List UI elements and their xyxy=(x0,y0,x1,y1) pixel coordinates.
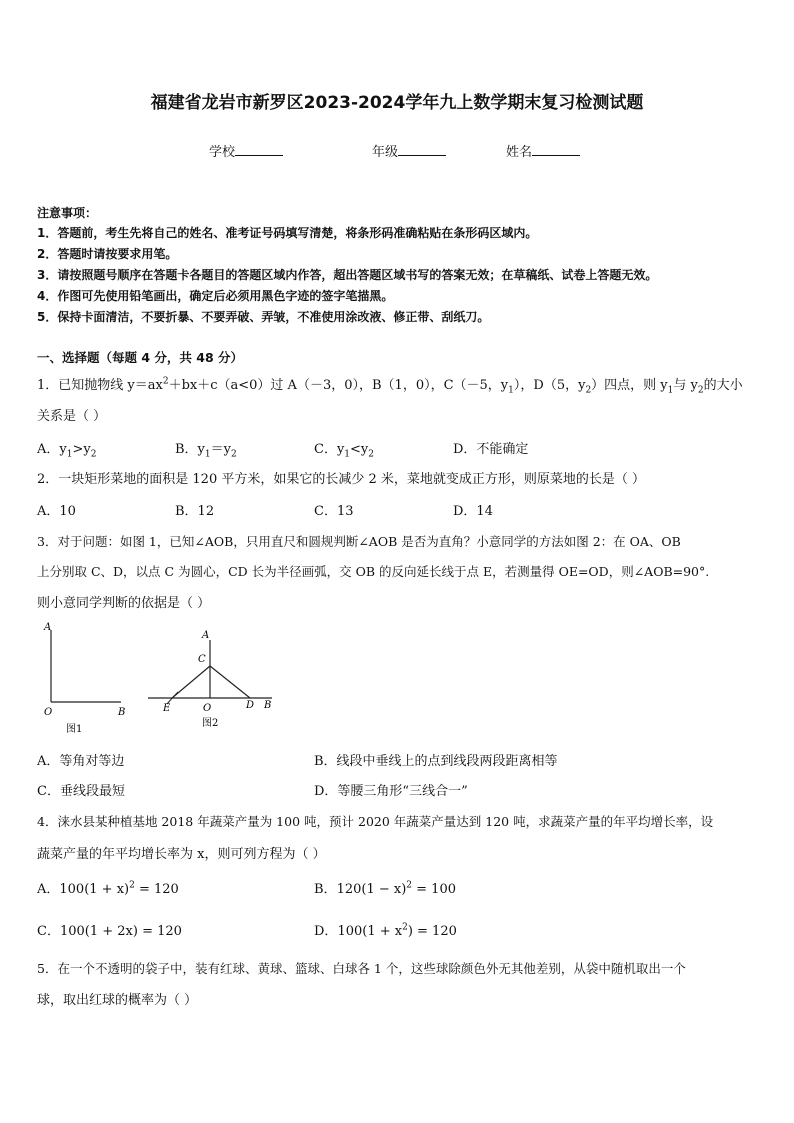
fig2-caption: 图2 xyxy=(202,718,219,729)
school-blank xyxy=(235,143,283,156)
fig2-label-e: E xyxy=(163,703,171,714)
name-label: 姓名 xyxy=(506,145,533,160)
figure-1 xyxy=(43,622,125,735)
section-heading: 一、选择题（每题 4 分，共 48 分） xyxy=(37,350,244,365)
question-4-line-2: 蔬菜产量的年平均增长率为 x，则可列方程为（ ） xyxy=(37,847,326,862)
question-3-line-2: 上分别取 C、D，以点 C 为圆心，CD 长为半径画弧，交 OB 的反向延长线于点 E，若测量得 OE=OD，则∠AOB=90°. xyxy=(37,564,710,579)
note-item: 3．请按照题号顺序在答题卡各题目的答题区域内作答，超出答题区域书写的答案无效；在草稿纸、试卷上答题无效。 xyxy=(37,268,658,282)
q3-option-c[interactable]: C．垂线段最短 xyxy=(37,784,125,799)
q2-option-d[interactable]: D．14 xyxy=(453,504,493,519)
grade-blank xyxy=(398,143,446,156)
q4-option-d[interactable]: D．$100(1 + x^2) = 120$ xyxy=(314,922,457,939)
fig1-caption: 图1 xyxy=(66,724,83,735)
note-item: 2．答题时请按要求用笔。 xyxy=(37,247,178,261)
fig2-segment-cd xyxy=(210,666,250,698)
grade-field xyxy=(372,141,446,160)
q1-option-a[interactable]: A．$y_1>y_2$ xyxy=(37,442,97,460)
notes-heading: 注意事项： xyxy=(37,206,98,220)
fig2-label-c: C xyxy=(198,654,206,665)
q3-option-b[interactable]: B．线段中垂线上的点到线段两段距离相等 xyxy=(314,754,558,769)
question-4-line-1: 4．涞水县某种植基地 2018 年蔬菜产量为 100 吨，预计 2020 年蔬菜产量达到 120 吨，求蔬菜产量的年平均增长率，设 xyxy=(37,814,714,829)
q3-figures xyxy=(36,618,286,738)
q2-option-a[interactable]: A．10 xyxy=(37,504,76,519)
note-item: 4．作图可先使用铅笔画出，确定后必须用黑色字迹的签字笔描黑。 xyxy=(37,289,394,303)
note-item: 5．保持卡面清洁，不要折暴、不要弄破、弄皱，不准使用涂改液、修正带、刮纸刀。 xyxy=(37,310,490,324)
figure-2 xyxy=(148,630,272,729)
grade-label: 年级 xyxy=(372,145,399,160)
question-3-line-1: 3．对于问题：如图 1，已知∠AOB，只用直尺和圆规判断∠AOB 是否为直角？小意同学的方法如图 2：在 OA、OB xyxy=(37,534,681,549)
fig2-label-d: D xyxy=(246,700,255,711)
fig1-label-b: B xyxy=(118,707,126,718)
q3-option-d[interactable]: D．等腰三角形“三线合一” xyxy=(314,784,468,799)
fig2-label-b: B xyxy=(264,700,272,711)
fig1-label-a: A xyxy=(44,622,52,633)
question-5-line-1: 5．在一个不透明的袋子中，装有红球、黄球、篮球、白球各 1 个，这些球除颜色外无其他差别，从袋中随机取出一个 xyxy=(37,961,686,976)
q2-option-c[interactable]: C．13 xyxy=(314,504,354,519)
question-1-line-1: 1．已知抛物线 $y=ax^2+bx+c(a<0)$过 A（－3，0），B（1，0），C（－5，$y_1$），D（5，$y_2$）四点，则 $y_1$与 $y_2$的大小 xyxy=(37,376,743,396)
q4-option-c[interactable]: C．100(1 + 2x) = 120 xyxy=(37,924,182,939)
name-blank xyxy=(532,143,580,156)
fig2-label-a: A xyxy=(202,630,210,641)
q1-option-c[interactable]: C．$y_1<y_2$ xyxy=(314,442,375,460)
school-label: 学校 xyxy=(209,145,236,160)
school-field xyxy=(209,141,283,160)
name-field xyxy=(506,141,580,160)
fig2-label-o: O xyxy=(203,703,212,714)
question-5-line-2: 球，取出红球的概率为（ ） xyxy=(37,993,198,1008)
fig1-label-o: O xyxy=(44,707,53,718)
note-item: 1．答题前，考生先将自己的姓名、准考证号码填写清楚，将条形码准确粘贴在条形码区域内。 xyxy=(37,226,538,240)
q1-option-d[interactable]: D．不能确定 xyxy=(453,442,529,457)
page-title: 福建省龙岩市新罗区2023-2024学年九上数学期末复习检测试题 xyxy=(150,93,644,113)
q4-option-b[interactable]: B．$120(1 - x)^2 = 100$ xyxy=(314,880,456,897)
fig2-segment-ce xyxy=(172,666,210,698)
question-1-line-2: 关系是（ ） xyxy=(37,409,107,424)
q3-option-a[interactable]: A．等角对等边 xyxy=(37,754,125,769)
question-3-line-3: 则小意同学判断的依据是（ ） xyxy=(37,596,211,611)
q1-option-b[interactable]: B．$y_1=y_2$ xyxy=(175,442,237,460)
question-2: 2．一块矩形菜地的面积是 120 平方米，如果它的长减少 2 米，菜地就变成正方形，则原菜地的长是（ ） xyxy=(37,472,646,487)
q4-option-a[interactable]: A．$100(1 + x)^2 = 120$ xyxy=(37,880,179,897)
q2-option-b[interactable]: B．12 xyxy=(175,504,215,519)
